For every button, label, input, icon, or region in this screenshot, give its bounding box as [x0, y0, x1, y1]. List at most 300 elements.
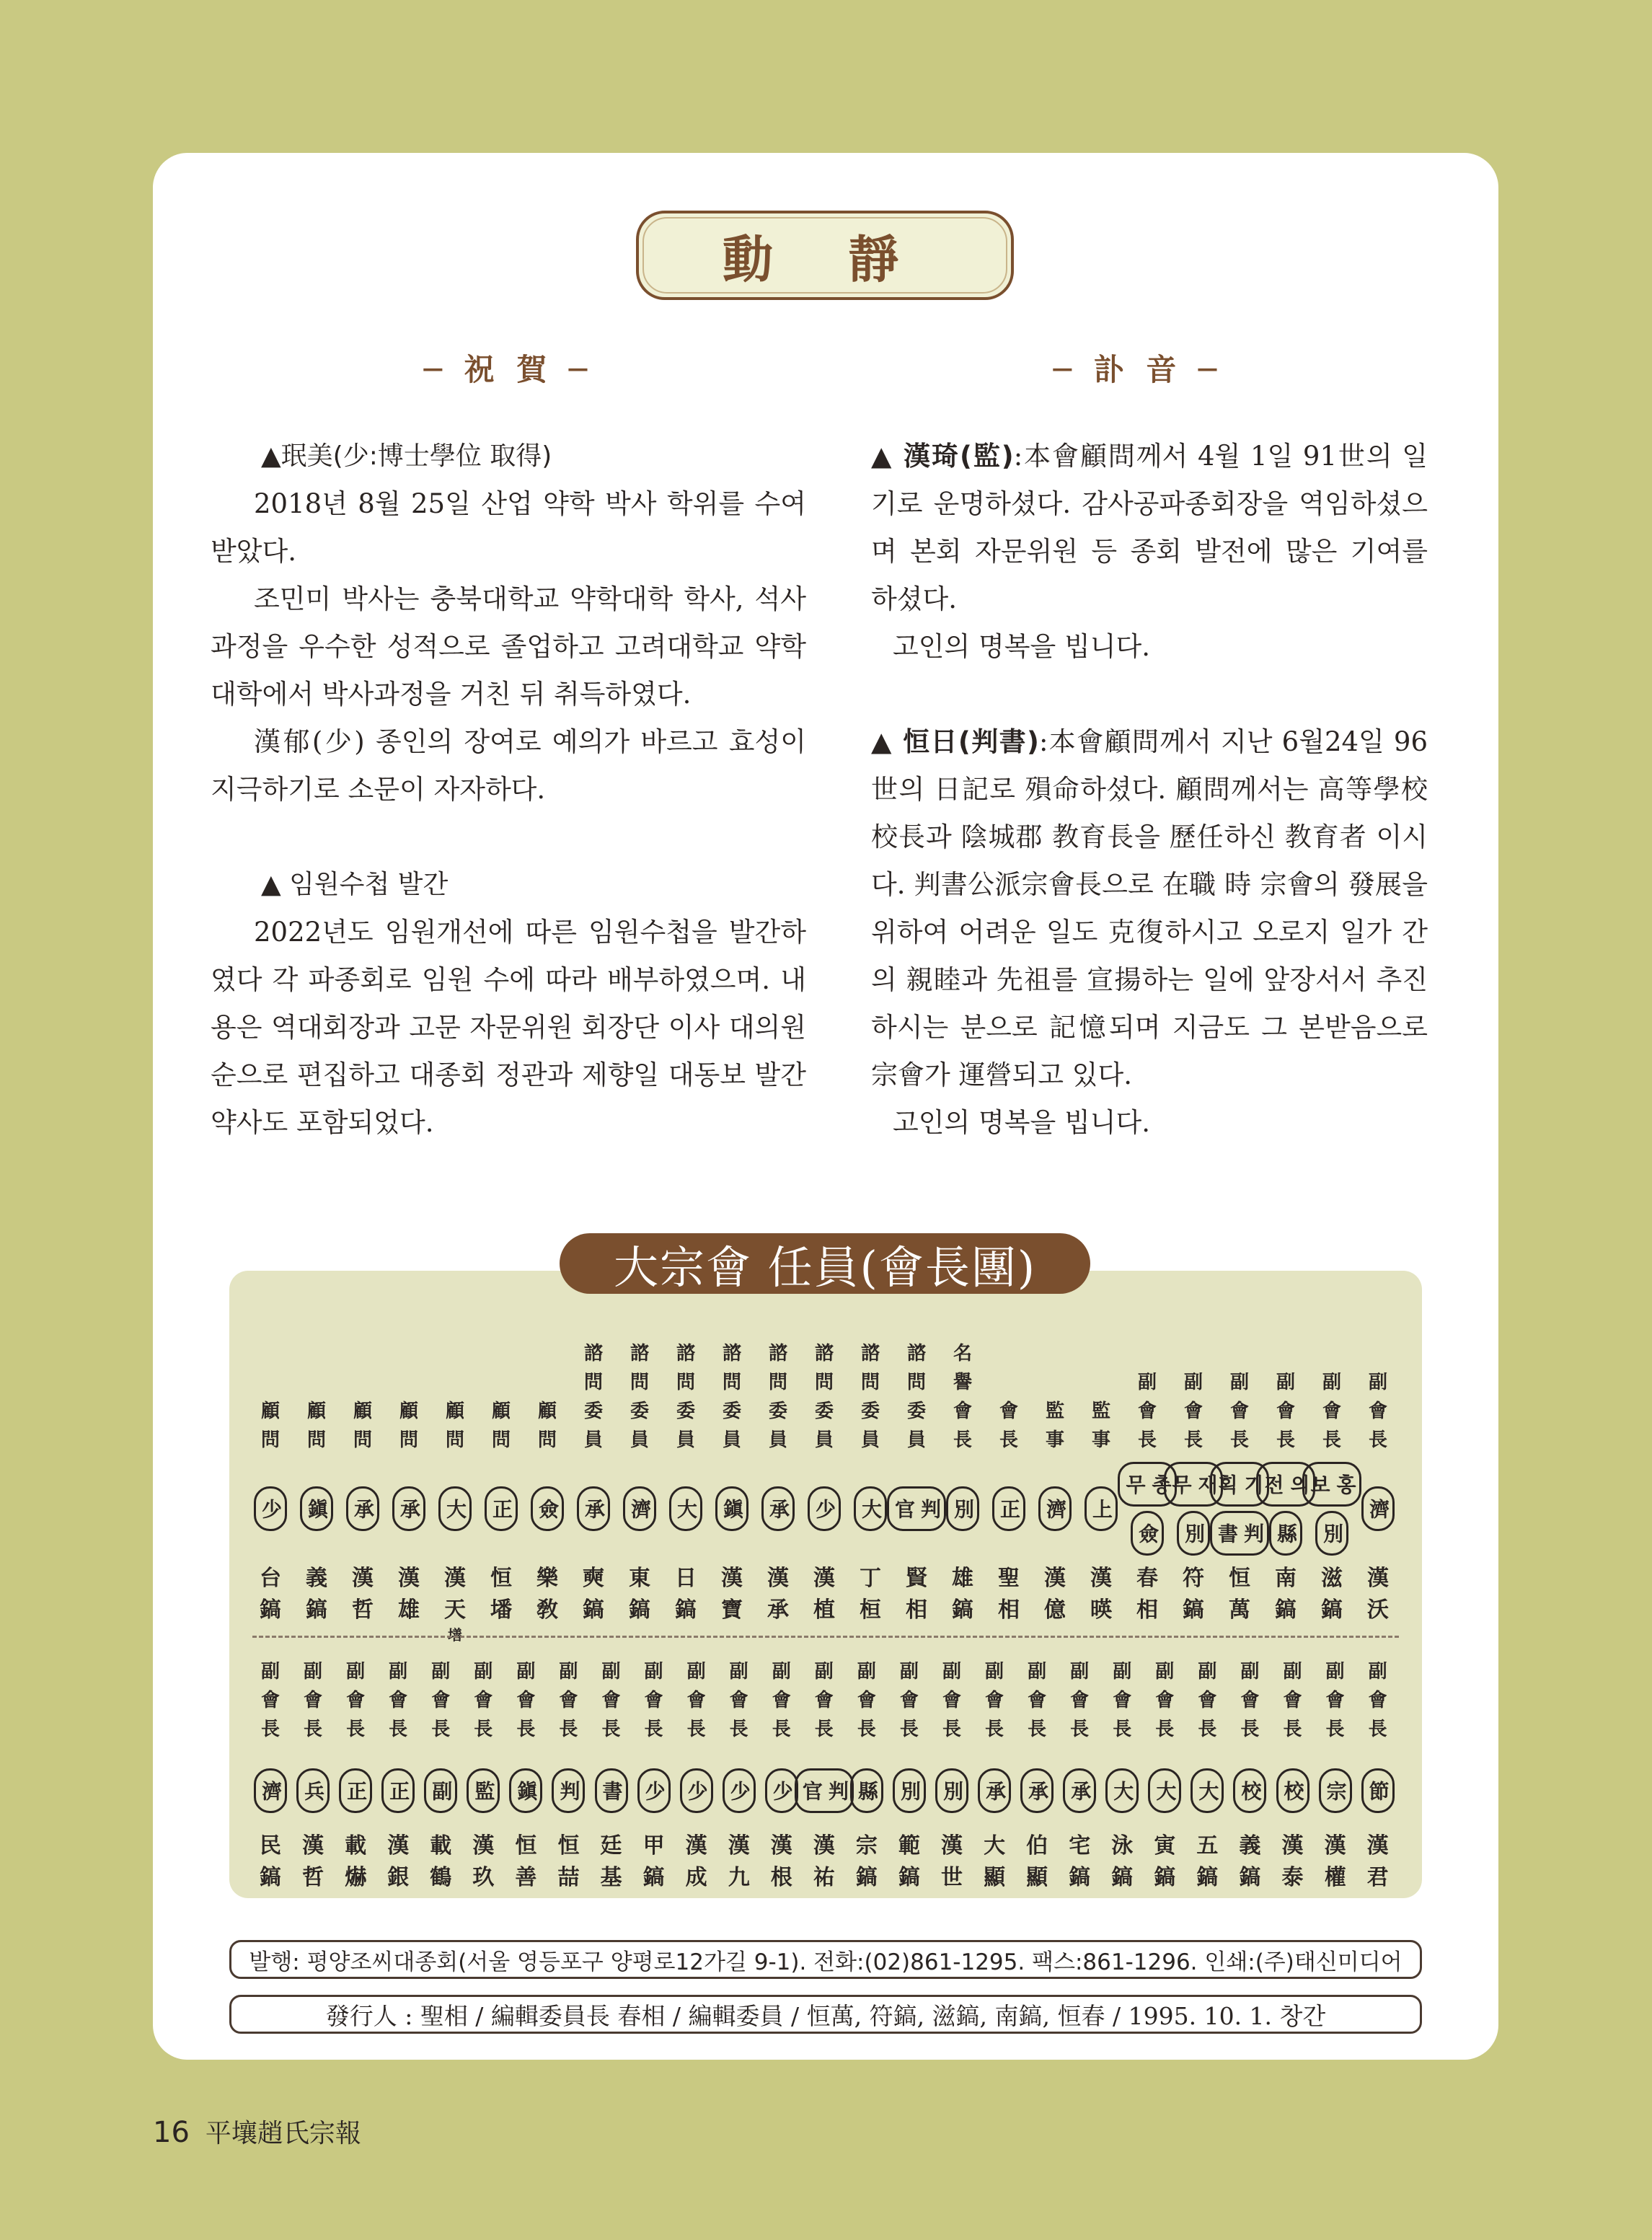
position-char: 會 — [1113, 1690, 1132, 1711]
position-char: 長 — [1368, 1429, 1387, 1451]
relation-badge: 節 — [1361, 1768, 1395, 1813]
obituary-item2-text: :本會顧問께서 지난 6월24일 96世의 日記로 殞命하셨다. 顧問께서는 高等學校 校長과 陰城郡 教育長을 歷任하신 教育者 이시다. 判書公派宗會長으로 在職 時 宗會의 發展을 위하여 어려운 일도 克復하시고 오로지 일가 간의 親睦과 先祖를 宣揚하는 일에 앞장서서 추진하시는 분으로 記憶되며 지금도 그 본받음으로 宗會가 運營되고 있다. — [871, 726, 1428, 1090]
name-char: 東 — [629, 1566, 650, 1591]
obituary-item1 — [849, 433, 1428, 623]
position-char: 會 — [644, 1690, 663, 1711]
member-name — [490, 1563, 512, 1626]
name-char: 漢 — [770, 1833, 792, 1858]
member-position — [446, 1314, 464, 1455]
name-char: 鎬 — [629, 1597, 650, 1623]
roster-member — [436, 1314, 474, 1644]
relation-badge: 別 — [1315, 1511, 1348, 1556]
relation-badge: 副 — [424, 1768, 457, 1813]
roster-member — [506, 1657, 545, 1894]
position-char: 問 — [445, 1429, 464, 1451]
name-char: 漢 — [685, 1833, 707, 1858]
position-char: 問 — [630, 1372, 649, 1393]
position-char: 副 — [814, 1661, 834, 1683]
member-name — [984, 1830, 1005, 1894]
position-char: 長 — [1028, 1719, 1047, 1740]
editor-info: 發行人 : 聖相 / 編輯委員長 春相 / 編輯委員 / 恒萬, 符鎬, 滋鎬, 南鎬, 恒春 / 1995. 10. 1. 창간 — [229, 1995, 1422, 2034]
member-relation — [339, 1751, 372, 1830]
member-name — [1325, 1830, 1346, 1894]
position-char: 問 — [537, 1429, 557, 1451]
member-name — [906, 1563, 927, 1626]
member-name — [1069, 1830, 1090, 1894]
position-char: 長 — [1070, 1719, 1090, 1740]
position-char: 問 — [491, 1429, 511, 1451]
name-char: 墦 — [490, 1597, 512, 1623]
member-relation — [595, 1751, 628, 1830]
relation-badge: 大 — [438, 1486, 472, 1531]
member-name — [557, 1830, 579, 1894]
member-name — [345, 1830, 366, 1894]
roster-member — [1188, 1657, 1227, 1894]
position-char: 顧 — [491, 1401, 511, 1422]
position-char: 副 — [304, 1661, 323, 1683]
name-char: 義 — [306, 1566, 327, 1591]
position-char: 委 — [630, 1401, 649, 1422]
name-char: 億 — [1044, 1597, 1066, 1623]
publication-name: 平壤趙氏宗報 — [205, 2119, 361, 2148]
relation-badge: 縣 — [850, 1768, 883, 1813]
position-char: 副 — [346, 1661, 366, 1683]
relation-badge: 承 — [978, 1768, 1011, 1813]
name-char: 甲 — [642, 1833, 665, 1858]
position-char: 諮 — [906, 1343, 926, 1364]
relation-badge: 承 — [1020, 1768, 1054, 1813]
member-position — [630, 1314, 649, 1455]
position-char: 副 — [644, 1661, 663, 1683]
name-char: 鎬 — [1111, 1865, 1134, 1890]
relation-badge: 承 — [346, 1486, 379, 1531]
name-char: 鎬 — [898, 1865, 920, 1890]
position-char: 副 — [260, 1661, 280, 1683]
name-char: 聖 — [998, 1566, 1020, 1591]
member-position — [1113, 1657, 1131, 1751]
name-char: 宗 — [855, 1833, 878, 1858]
position-char: 員 — [906, 1429, 926, 1451]
relation-badge: 縣 — [1269, 1511, 1302, 1556]
position-char: 問 — [306, 1429, 326, 1451]
name-char: 雄 — [952, 1566, 973, 1591]
member-name — [306, 1563, 327, 1626]
position-char: 長 — [999, 1429, 1018, 1451]
member-relation — [978, 1751, 1011, 1830]
name-char: 範 — [898, 1833, 920, 1858]
position-char: 長 — [1183, 1429, 1203, 1451]
member-position — [1070, 1657, 1089, 1751]
position-char: 會 — [431, 1690, 451, 1711]
position-char: 會 — [1283, 1690, 1302, 1711]
member-name — [430, 1830, 451, 1894]
name-char: 民 — [260, 1833, 281, 1858]
name-char: 相 — [906, 1597, 927, 1623]
member-name — [998, 1563, 1020, 1626]
position-char: 問 — [399, 1429, 418, 1451]
name-char: 泰 — [1281, 1865, 1304, 1890]
name-char: 天 — [444, 1597, 466, 1623]
name-char: 雄 — [398, 1597, 420, 1623]
position-char: 長 — [1229, 1429, 1249, 1451]
name-char: 漢 — [398, 1566, 420, 1591]
name-char: 漢 — [1090, 1566, 1112, 1591]
member-name — [1239, 1830, 1260, 1894]
roster-member — [635, 1657, 673, 1894]
member-position — [1092, 1314, 1110, 1455]
member-position — [1184, 1314, 1203, 1455]
position-char: 長 — [431, 1719, 451, 1740]
position-char: 會 — [346, 1690, 366, 1711]
member-name — [1367, 1563, 1389, 1626]
position-char: 員 — [630, 1429, 649, 1451]
member-position — [815, 1657, 834, 1751]
name-char: 賢 — [906, 1566, 927, 1591]
position-char: 長 — [1113, 1719, 1132, 1740]
position-char: 長 — [686, 1719, 706, 1740]
member-relation — [1063, 1751, 1096, 1830]
section-title: 動 靜 — [722, 229, 928, 289]
name-char: 君 — [1366, 1865, 1389, 1890]
name-char: 南 — [1275, 1566, 1297, 1591]
publisher-info: 발행: 평양조씨대종회(서울 영등포구 양평로12가길 9-1). 전화:(02)861-1295. 팩스:861-1296. 인쇄:(주)태신미디어 — [229, 1940, 1422, 1979]
relation-badge: 총무 — [1118, 1462, 1177, 1507]
roster-member — [1060, 1657, 1099, 1894]
name-char: 萬 — [1229, 1597, 1250, 1623]
roster-member — [1230, 1657, 1269, 1894]
celebration-item2-title: ▲ 임원수첩 발간 — [261, 870, 449, 899]
member-name — [260, 1830, 281, 1894]
name-char: 恒 — [490, 1566, 512, 1591]
page-footer — [153, 2113, 361, 2150]
member-position — [861, 1314, 880, 1455]
position-char: 長 — [729, 1719, 748, 1740]
member-relation — [1105, 1751, 1139, 1830]
relation-badge: 兵 — [296, 1768, 330, 1813]
member-name — [813, 1830, 835, 1894]
member-name — [1321, 1563, 1343, 1626]
roster-member — [464, 1657, 503, 1894]
position-char: 副 — [431, 1661, 451, 1683]
member-relation — [992, 1455, 1025, 1563]
name-char: 漢 — [472, 1833, 495, 1858]
member-relation — [669, 1455, 702, 1563]
member-position — [1369, 1657, 1387, 1751]
position-char: 名 — [953, 1343, 972, 1364]
member-relation — [1148, 1751, 1181, 1830]
name-char: 伯 — [1026, 1833, 1048, 1858]
relation-badge: 判官 — [887, 1486, 946, 1531]
roster-member — [1359, 1657, 1397, 1894]
name-char: 暎 — [1090, 1597, 1112, 1623]
position-char: 副 — [942, 1661, 961, 1683]
member-name — [387, 1830, 409, 1894]
position-char: 副 — [516, 1661, 536, 1683]
member-name — [1196, 1830, 1218, 1894]
roster-member — [720, 1657, 759, 1894]
position-char: 顧 — [399, 1401, 418, 1422]
member-position — [492, 1314, 511, 1455]
position-char: 問 — [814, 1372, 834, 1393]
roster-member — [1316, 1657, 1355, 1894]
relation-badge: 正 — [485, 1486, 518, 1531]
celebration-item2-p1: 2022년도 임원개선에 따른 임원수첩을 발간하였다 각 파종회로 임원 수에 따라 배부하였으며. 내용은 역대회장과 고문 자문위원 회장단 이사 대의원순으로 편집하고 대종회 정관과 제향일 대동보 발간약사도 포함되었다. — [211, 917, 806, 1138]
member-position — [1322, 1314, 1341, 1455]
member-relation — [254, 1751, 287, 1830]
name-char: 玖 — [472, 1865, 495, 1890]
name-char: 漢 — [1367, 1566, 1389, 1591]
position-char: 顧 — [445, 1401, 464, 1422]
roster-member — [1261, 1314, 1311, 1644]
name-char: 成 — [685, 1865, 707, 1890]
position-char: 顧 — [260, 1401, 280, 1422]
name-char: 漢 — [813, 1566, 835, 1591]
relation-badge: 홍보 — [1302, 1462, 1361, 1507]
member-position — [723, 1314, 741, 1455]
relation-badge: 別 — [893, 1768, 926, 1813]
position-char: 長 — [814, 1719, 834, 1740]
member-relation — [1361, 1751, 1395, 1830]
name-char: 桓 — [860, 1597, 881, 1623]
name-char: 鎬 — [260, 1865, 281, 1890]
position-char: 諮 — [583, 1343, 603, 1364]
position-char: 委 — [906, 1401, 926, 1422]
position-char: 顧 — [537, 1401, 557, 1422]
member-relation — [392, 1455, 425, 1563]
name-char: 鎬 — [1154, 1865, 1176, 1890]
name-char: 銀 — [387, 1865, 410, 1890]
relation-badge: 上 — [1085, 1486, 1118, 1531]
name-char: 祐 — [813, 1865, 835, 1890]
member-name — [472, 1830, 494, 1894]
member-position — [353, 1314, 372, 1455]
section-title-box — [636, 211, 1014, 300]
relation-badge: 鎭 — [715, 1486, 748, 1531]
position-char: 會 — [474, 1690, 493, 1711]
member-name — [398, 1563, 420, 1626]
member-name — [444, 1563, 466, 1644]
name-char: 相 — [1136, 1597, 1158, 1623]
member-position — [261, 1314, 280, 1455]
position-char: 會 — [1155, 1690, 1175, 1711]
roster-member — [1307, 1314, 1357, 1644]
name-char: 喆 — [557, 1865, 580, 1890]
name-char: 義 — [1239, 1833, 1261, 1858]
member-relation — [854, 1455, 887, 1563]
roster-member — [892, 1314, 942, 1644]
position-char: 副 — [1137, 1372, 1157, 1393]
position-char: 長 — [1325, 1719, 1345, 1740]
position-char: 會 — [1183, 1401, 1203, 1422]
relation-badge: 少 — [723, 1768, 756, 1813]
name-char: 漢 — [728, 1833, 750, 1858]
celebration-heading: ─ 祝 賀 ─ — [423, 352, 593, 387]
roster-member — [343, 1314, 382, 1644]
roster-member — [759, 1314, 798, 1644]
position-char: 監 — [1091, 1401, 1110, 1422]
position-char: 員 — [583, 1429, 603, 1451]
member-position — [1028, 1657, 1046, 1751]
position-char: 長 — [772, 1719, 791, 1740]
member-position — [1369, 1314, 1387, 1455]
position-char: 副 — [1322, 1372, 1341, 1393]
roster-member — [1145, 1657, 1184, 1894]
name-char: 漢 — [444, 1566, 466, 1591]
member-relation — [1020, 1751, 1054, 1830]
position-char: 長 — [942, 1719, 961, 1740]
name-char: 漢 — [387, 1833, 410, 1858]
position-char: 會 — [1028, 1690, 1047, 1711]
roster-member — [574, 1314, 613, 1644]
member-name — [302, 1830, 324, 1894]
member-relation — [438, 1455, 472, 1563]
position-char: 事 — [1091, 1429, 1110, 1451]
member-position — [601, 1657, 620, 1751]
position-char: 會 — [857, 1690, 876, 1711]
obituary-item2-name: ▲ 恒日(判書) — [871, 726, 1039, 757]
roster-member — [1359, 1314, 1397, 1644]
name-char: 恒 — [557, 1833, 580, 1858]
roster-divider — [252, 1636, 1399, 1638]
member-position — [389, 1657, 407, 1751]
roster-row-2 — [251, 1657, 1397, 1894]
name-char: 鎬 — [1196, 1865, 1219, 1890]
relation-badge: 大 — [854, 1486, 887, 1531]
roster-member — [1123, 1314, 1172, 1644]
position-char: 副 — [1113, 1661, 1132, 1683]
name-char: 顯 — [984, 1865, 1006, 1890]
member-name — [1229, 1563, 1250, 1626]
position-char: 會 — [516, 1690, 536, 1711]
relation-badge: 僉 — [531, 1486, 564, 1531]
name-char: 敎 — [536, 1597, 558, 1623]
position-char: 諮 — [814, 1343, 834, 1364]
roster-member — [251, 1657, 290, 1894]
member-relation — [1191, 1751, 1224, 1830]
member-position — [907, 1314, 926, 1455]
member-relation — [1276, 1751, 1309, 1830]
position-char: 會 — [686, 1690, 706, 1711]
member-relation — [1038, 1455, 1072, 1563]
name-char: 鎬 — [1239, 1865, 1261, 1890]
member-name — [675, 1563, 697, 1626]
member-relation — [893, 1751, 926, 1830]
name-char: 春 — [1136, 1566, 1158, 1591]
roster-member — [389, 1314, 428, 1644]
member-name — [952, 1563, 973, 1626]
celebration-item1-title: ▲珉美(少:博士學位 取得) — [261, 441, 552, 471]
position-char: 委 — [722, 1401, 741, 1422]
roster-member — [890, 1657, 929, 1894]
roster-member — [851, 1314, 890, 1644]
member-position — [769, 1314, 787, 1455]
roster-member — [799, 1657, 849, 1894]
member-position — [399, 1314, 418, 1455]
name-char: 漢 — [767, 1566, 789, 1591]
celebration-item1-p1: 2018년 8월 25일 산업 약학 박사 학위를 수여 받았다. — [211, 488, 806, 567]
position-char: 諮 — [860, 1343, 880, 1364]
roster-member — [666, 1314, 705, 1644]
member-position — [346, 1657, 365, 1751]
name-char: 九 — [728, 1865, 750, 1890]
relation-badge: 大 — [1148, 1768, 1181, 1813]
roster-member — [932, 1657, 971, 1894]
obituary-item1-name: ▲ 漢琦(監) — [871, 441, 1014, 472]
name-char: 漢 — [302, 1833, 324, 1858]
roster-member — [1082, 1314, 1121, 1644]
position-char: 事 — [1045, 1429, 1064, 1451]
member-position — [474, 1657, 492, 1751]
name-note: 墡 — [448, 1626, 462, 1644]
position-char: 會 — [559, 1690, 578, 1711]
name-char: 鎬 — [260, 1597, 281, 1623]
member-position — [815, 1314, 834, 1455]
name-char: 哲 — [302, 1865, 324, 1890]
member-relation — [424, 1751, 457, 1830]
member-relation — [761, 1455, 795, 1563]
page-number: 16 — [153, 2116, 190, 2149]
member-relation — [1233, 1751, 1266, 1830]
position-char: 副 — [1368, 1661, 1387, 1683]
position-char: 顧 — [353, 1401, 372, 1422]
relation-badge: 濟 — [1038, 1486, 1072, 1531]
celebration-column — [211, 433, 806, 1147]
relation-badge: 僉 — [1131, 1511, 1164, 1556]
position-char: 副 — [729, 1661, 748, 1683]
position-char: 會 — [601, 1690, 621, 1711]
position-char: 譽 — [953, 1372, 972, 1393]
member-position — [538, 1314, 557, 1455]
member-name — [860, 1563, 881, 1626]
position-char: 會 — [389, 1690, 408, 1711]
position-char: 會 — [1276, 1401, 1295, 1422]
position-char: 問 — [768, 1372, 787, 1393]
name-char: 載 — [345, 1833, 367, 1858]
name-char: 鎬 — [1069, 1865, 1091, 1890]
position-char: 長 — [1276, 1429, 1295, 1451]
relation-badge: 校 — [1233, 1768, 1266, 1813]
member-relation — [346, 1455, 379, 1563]
member-relation — [509, 1751, 542, 1830]
relation-badge: 判 — [552, 1768, 585, 1813]
roster-member — [1169, 1314, 1219, 1644]
member-position — [1326, 1657, 1345, 1751]
name-char: 漢 — [1324, 1833, 1346, 1858]
position-char: 長 — [1322, 1429, 1341, 1451]
member-position — [730, 1657, 748, 1751]
position-char: 會 — [985, 1690, 1004, 1711]
member-name — [721, 1563, 743, 1626]
name-char: 廷 — [600, 1833, 622, 1858]
relation-badge: 書 — [595, 1768, 628, 1813]
member-relation — [1319, 1751, 1352, 1830]
name-char: 漢 — [941, 1833, 963, 1858]
name-char: 鎬 — [1275, 1597, 1297, 1623]
member-relation — [254, 1455, 287, 1563]
position-char: 會 — [814, 1690, 834, 1711]
position-char: 委 — [814, 1401, 834, 1422]
name-char: 哲 — [352, 1597, 374, 1623]
relation-badge: 正 — [381, 1768, 415, 1813]
relation-badge: 少 — [254, 1486, 287, 1531]
member-position — [953, 1314, 972, 1455]
member-position — [516, 1657, 535, 1751]
position-char: 會 — [260, 1690, 280, 1711]
name-char: 寅 — [1154, 1833, 1176, 1858]
relation-badge: 의전 — [1256, 1462, 1315, 1507]
roster-member — [336, 1657, 375, 1894]
member-name — [1136, 1563, 1158, 1626]
